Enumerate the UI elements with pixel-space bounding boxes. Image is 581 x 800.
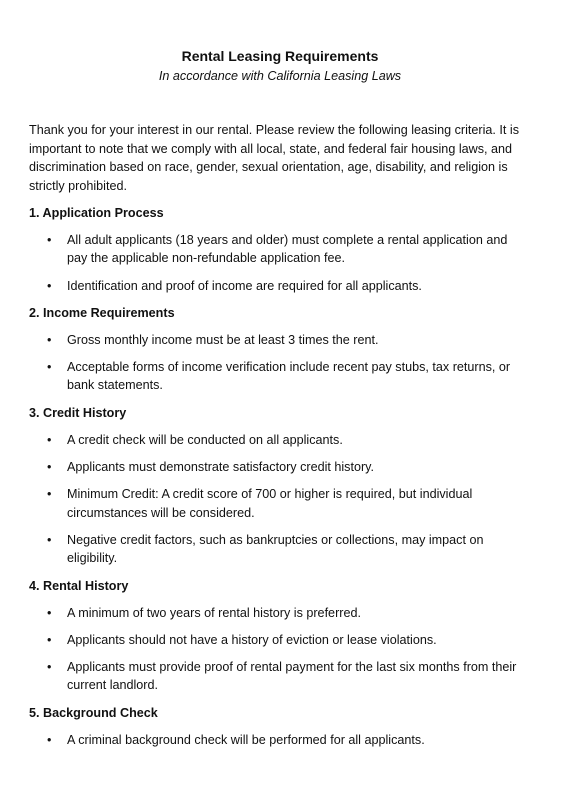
section-background-check (29, 704, 531, 749)
list-item-text: A credit check will be conducted on all applicants. (67, 432, 343, 447)
bullet-icon: • (47, 660, 52, 675)
list-item (29, 658, 531, 695)
bullet-icon: • (47, 278, 52, 293)
list-item (29, 431, 531, 449)
bullet-icon: • (47, 632, 52, 647)
bullet-icon: • (47, 360, 52, 375)
list-item-text: All adult applicants (18 years and older) must complete a rental application and pay the applicable non-refundable application fee. (67, 233, 508, 266)
section-rental-history (29, 577, 531, 695)
list-item (29, 458, 531, 476)
bullet-icon: • (47, 332, 52, 347)
list-item-text: Negative credit factors, such as bankruptcies or collections, may impact on eligibility. (67, 532, 484, 566)
list-item (29, 731, 531, 749)
bullet-icon: • (47, 233, 52, 247)
bullet-icon: • (47, 487, 52, 502)
list-item-text: Minimum Credit: A credit score of 700 or higher is required, but individual circumstances will be considered. (67, 487, 473, 520)
list-item (29, 604, 531, 622)
intro-paragraph: Thank you for your interest in our rental. Please review the following leasing criteria. It is important to note that we comply with all local, state, and federal fair housing laws, and discrimination based on race, gender, sexual orientation, age, disability, and religion is strictly prohibited. (29, 123, 519, 193)
list-item-text: Acceptable forms of income verification include recent pay stubs, tax returns, or bank statements. (67, 360, 511, 393)
section-heading: 4. Rental History (29, 578, 129, 593)
list-item (29, 231, 531, 268)
list-item-text: Identification and proof of income are required for all applicants. (67, 278, 422, 293)
bullet-icon: • (47, 532, 52, 547)
list-item-text: Applicants must provide proof of rental payment for the last six months from their current landlord. (67, 660, 517, 693)
list-item (29, 277, 531, 295)
list-item-text: Applicants should not have a history of eviction or lease violations. (67, 632, 437, 647)
document-subtitle: In accordance with California Leasing Laws (158, 69, 402, 83)
bullet-list (29, 331, 531, 395)
list-item (29, 331, 531, 349)
section-heading: 3. Credit History (29, 405, 127, 420)
list-item (29, 358, 531, 395)
document-title: Rental Leasing Requirements (181, 48, 379, 64)
list-item-text: Applicants must demonstrate satisfactory credit history. (67, 460, 375, 475)
bullet-list (29, 731, 531, 749)
bullet-list (29, 431, 531, 568)
list-item-text: A minimum of two years of rental history is preferred. (67, 605, 361, 620)
bullet-icon: • (47, 432, 52, 447)
bullet-icon: • (47, 732, 52, 747)
section-heading: 1. Application Process (29, 206, 164, 220)
bullet-icon: • (47, 605, 52, 620)
section-heading: 2. Income Requirements (29, 305, 175, 320)
section-application-process (29, 204, 531, 295)
bullet-list (29, 604, 531, 695)
section-heading: 5. Background Check (29, 705, 158, 720)
section-credit-history (29, 404, 531, 568)
bullet-icon: • (47, 460, 52, 475)
list-item (29, 485, 531, 522)
bullet-list (29, 231, 531, 295)
list-item (29, 631, 531, 649)
list-item-text: A criminal background check will be performed for all applicants. (67, 732, 425, 747)
section-income-requirements (29, 304, 531, 395)
list-item (29, 531, 531, 568)
list-item-text: Gross monthly income must be at least 3 times the rent. (67, 332, 379, 347)
